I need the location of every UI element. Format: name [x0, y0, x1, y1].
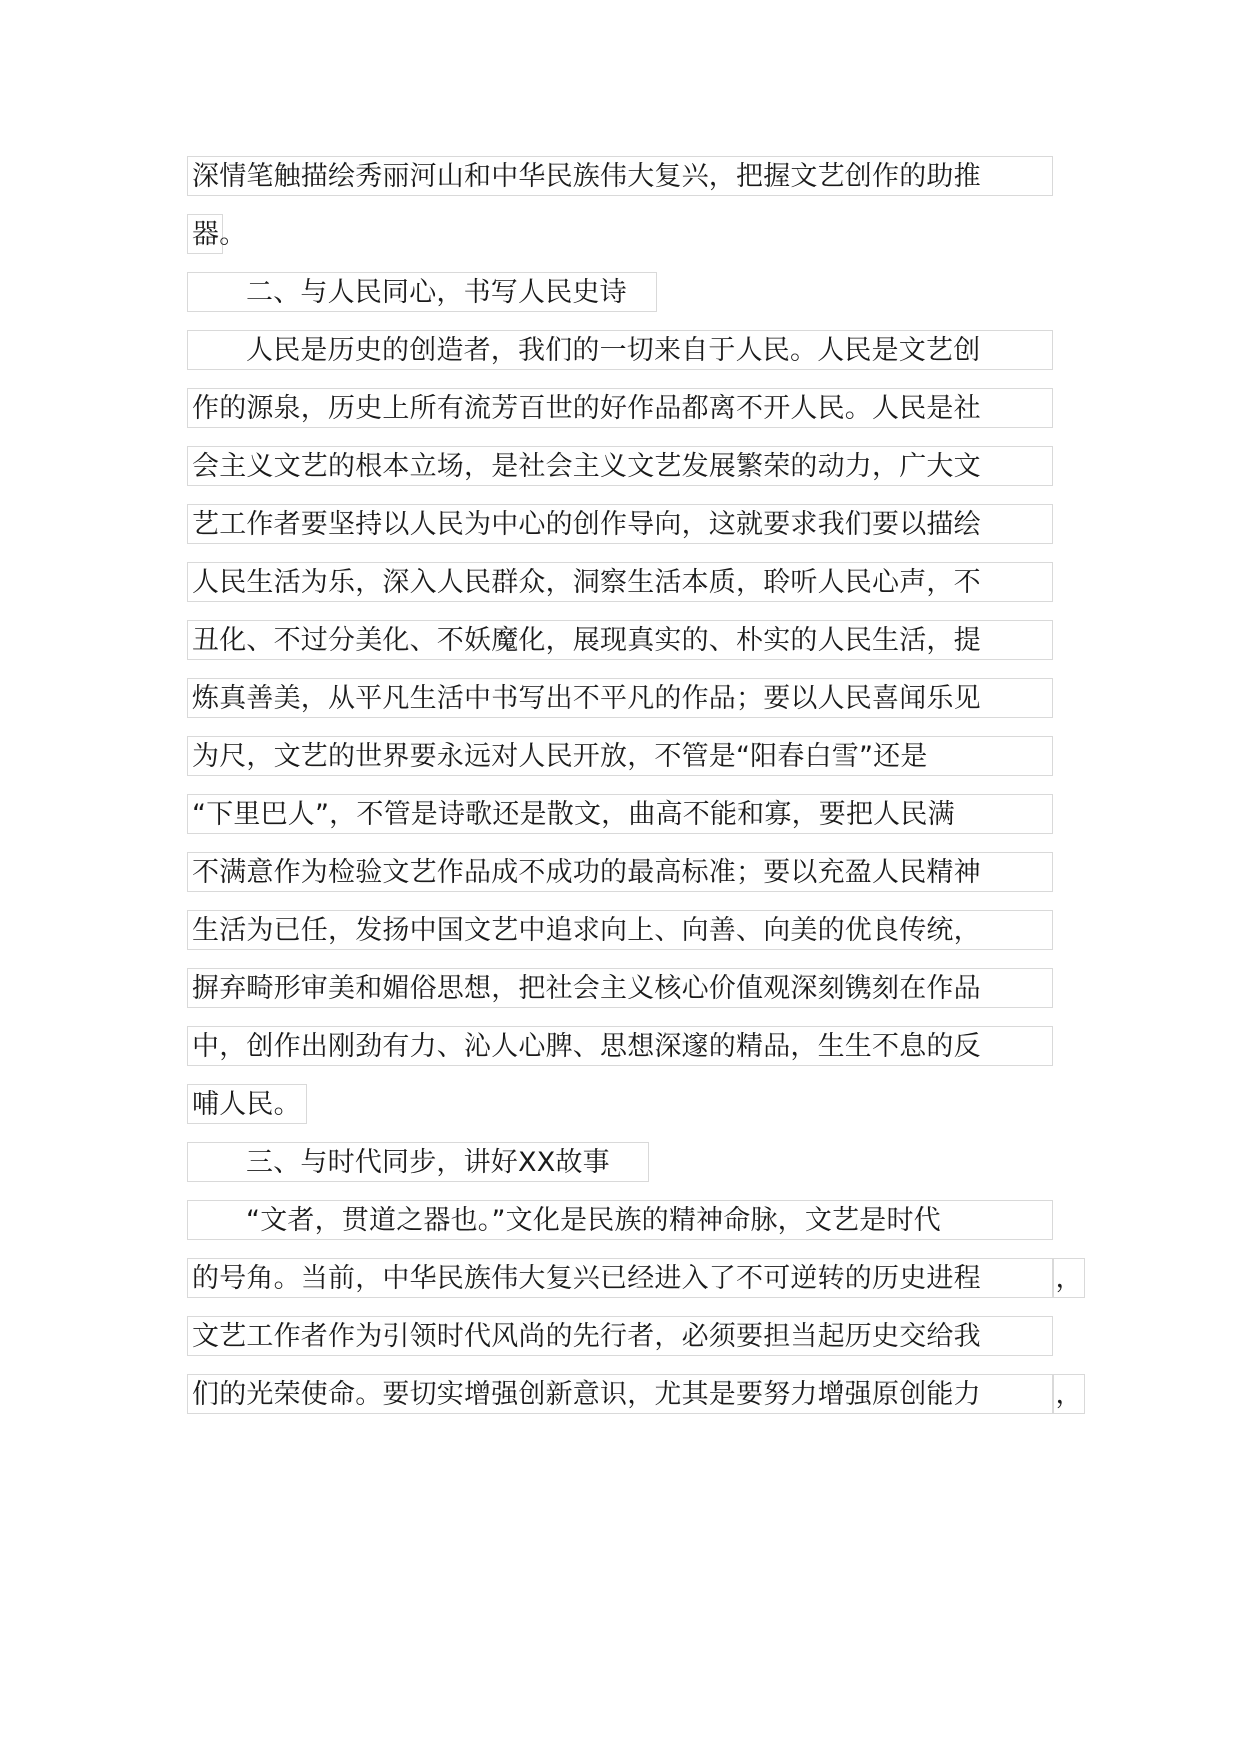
- text-line-14: 生活为已任，发扬中国文艺中追求向上、向善、向美的优良传统，: [187, 910, 1053, 950]
- text-line-17: 哺人民。: [187, 1084, 307, 1124]
- text-line-11: 为尺，文艺的世界要永远对人民开放，不管是“阳春白雪”还是: [187, 736, 1053, 776]
- text-line-7: 艺工作者要坚持以人民为中心的创作导向，这就要求我们要以描绘: [187, 504, 1053, 544]
- section-heading-3: 三、与时代同步，讲好XX故事: [187, 1142, 649, 1182]
- section-heading-2: 二、与人民同心，书写人民史诗: [187, 272, 657, 312]
- text-line-8: 人民生活为乐，深入人民群众，洞察生活本质，聆听人民心声，不: [187, 562, 1053, 602]
- text-line-13: 不满意作为检验文艺作品成不成功的最高标准；要以充盈人民精神: [187, 852, 1053, 892]
- text-line-9: 丑化、不过分美化、不妖魔化，展现真实的、朴实的人民生活，提: [187, 620, 1053, 660]
- text-line-12: “下里巴人”，不管是诗歌还是散文，曲高不能和寡，要把人民满: [187, 794, 1053, 834]
- text-line-2: 器。: [187, 214, 223, 254]
- text-line-10: 炼真善美，从平凡生活中书写出不平凡的作品；要以人民喜闻乐见: [187, 678, 1053, 718]
- text-line-21: 文艺工作者作为引领时代风尚的先行者，必须要担当起历史交给我: [187, 1316, 1053, 1356]
- overflow-punctuation-2: ，: [1053, 1374, 1085, 1414]
- text-line-4: 人民是历史的创造者，我们的一切来自于人民。人民是文艺创: [187, 330, 1053, 370]
- text-line-5: 作的源泉，历史上所有流芳百世的好作品都离不开人民。人民是社: [187, 388, 1053, 428]
- text-line-19: “文者，贯道之器也。”文化是民族的精神命脉，文艺是时代: [187, 1200, 1053, 1240]
- text-line-1: 深情笔触描绘秀丽河山和中华民族伟大复兴，把握文艺创作的助推: [187, 156, 1053, 196]
- text-line-16: 中，创作出刚劲有力、沁人心脾、思想深邃的精品，生生不息的反: [187, 1026, 1053, 1066]
- text-line-6: 会主义文艺的根本立场，是社会主义文艺发展繁荣的动力，广大文: [187, 446, 1053, 486]
- text-line-22: 们的光荣使命。要切实增强创新意识，尤其是要努力增强原创能力: [187, 1374, 1053, 1414]
- text-line-20: 的号角。当前，中华民族伟大复兴已经进入了不可逆转的历史进程: [187, 1258, 1053, 1298]
- overflow-punctuation-1: ，: [1053, 1258, 1085, 1298]
- text-line-15: 摒弃畸形审美和媚俗思想，把社会主义核心价值观深刻镌刻在作品: [187, 968, 1053, 1008]
